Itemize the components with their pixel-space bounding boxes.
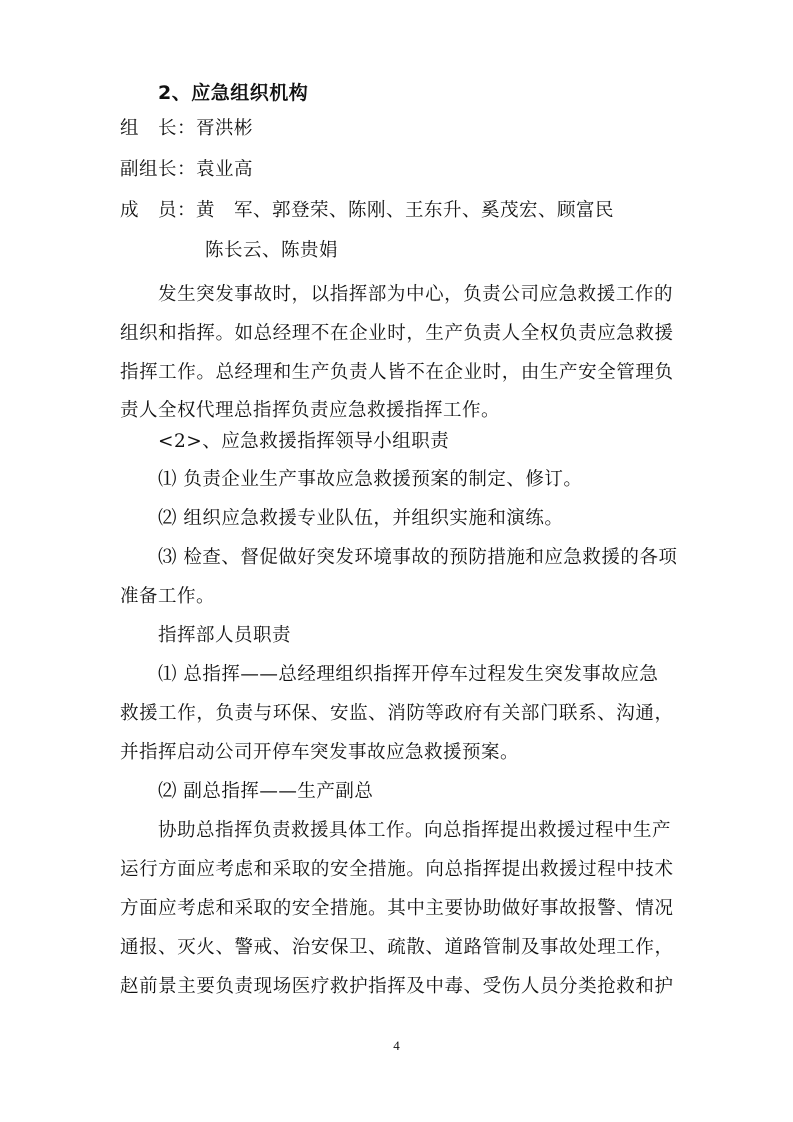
intro-paragraph-line: 责人全权代理总指挥负责应急救援指挥工作。 [120,400,501,421]
leadership-duties-title: <2>、应急救援指挥领导小组职责 [158,431,450,452]
deputy-commander-duty-line: 赵前景主要负责现场医疗救护指挥及中毒、受伤人员分类抢救和护 [120,976,673,997]
leadership-duty-item-continued: 准备工作。 [120,586,216,607]
leader-row [120,117,253,141]
intro-paragraph-line: 发生突发事故时，以指挥部为中心，负责公司应急救援工作的 [158,284,673,305]
members-label: 成 员： [120,200,197,221]
deputy-name: 袁业高 [196,159,254,180]
leader-name: 胥洪彬 [196,118,254,139]
leadership-duty-item: ⑶ 检查、督促做好突发环境事故的预防措施和应急救援的各项 [158,547,678,568]
leadership-duty-item: ⑴ 负责企业生产事故应急救援预案的制定、修订。 [158,469,583,490]
members-row [120,199,614,223]
leadership-duty-item: ⑵ 组织应急救援专业队伍，并组织实施和演练。 [158,508,564,529]
deputy-label: 副组长： [120,159,197,180]
deputy-row [120,158,253,182]
page-number: 4 [393,1038,400,1053]
members-row-continued: 陈长云、陈贵娟 [205,240,339,261]
deputy-commander-duty-line: 方面应考虑和采取的安全措施。其中主要协助做好事故报警、情况 [120,898,673,919]
deputy-commander-duty-line: 通报、灭火、警戒、治安保卫、疏散、道路管制及事故处理工作， [120,937,673,958]
deputy-commander-title: ⑵ 副总指挥——生产副总 [158,781,374,802]
deputy-commander-duty-line: 协助总指挥负责救援具体工作。向总指挥提出救援过程中生产 [158,820,672,841]
section-heading: 2、应急组织机构 [158,82,309,104]
intro-paragraph-line: 指挥工作。总经理和生产负责人皆不在企业时，由生产安全管理负 [120,362,673,383]
commander-duty-line: 救援工作，负责与环保、安监、消防等政府有关部门联系、沟通， [120,703,673,724]
leader-label: 组 长： [120,118,197,139]
deputy-commander-duty-line: 运行方面应考虑和采取的安全措施。向总指挥提出救援过程中技术 [120,859,673,880]
commander-duty-line: 并指挥启动公司开停车突发事故应急救援预案。 [120,742,520,763]
commander-duty-line: ⑴ 总指挥——总经理组织指挥开停车过程发生突发事故应急 [158,664,659,685]
members-names: 黄 军、郭登荣、陈刚、王东升、奚茂宏、顾富民 [196,200,615,221]
intro-paragraph-line: 组织和指挥。如总经理不在企业时，生产负责人全权负责应急救援 [120,323,673,344]
command-duties-title: 指挥部人员职责 [158,625,292,646]
